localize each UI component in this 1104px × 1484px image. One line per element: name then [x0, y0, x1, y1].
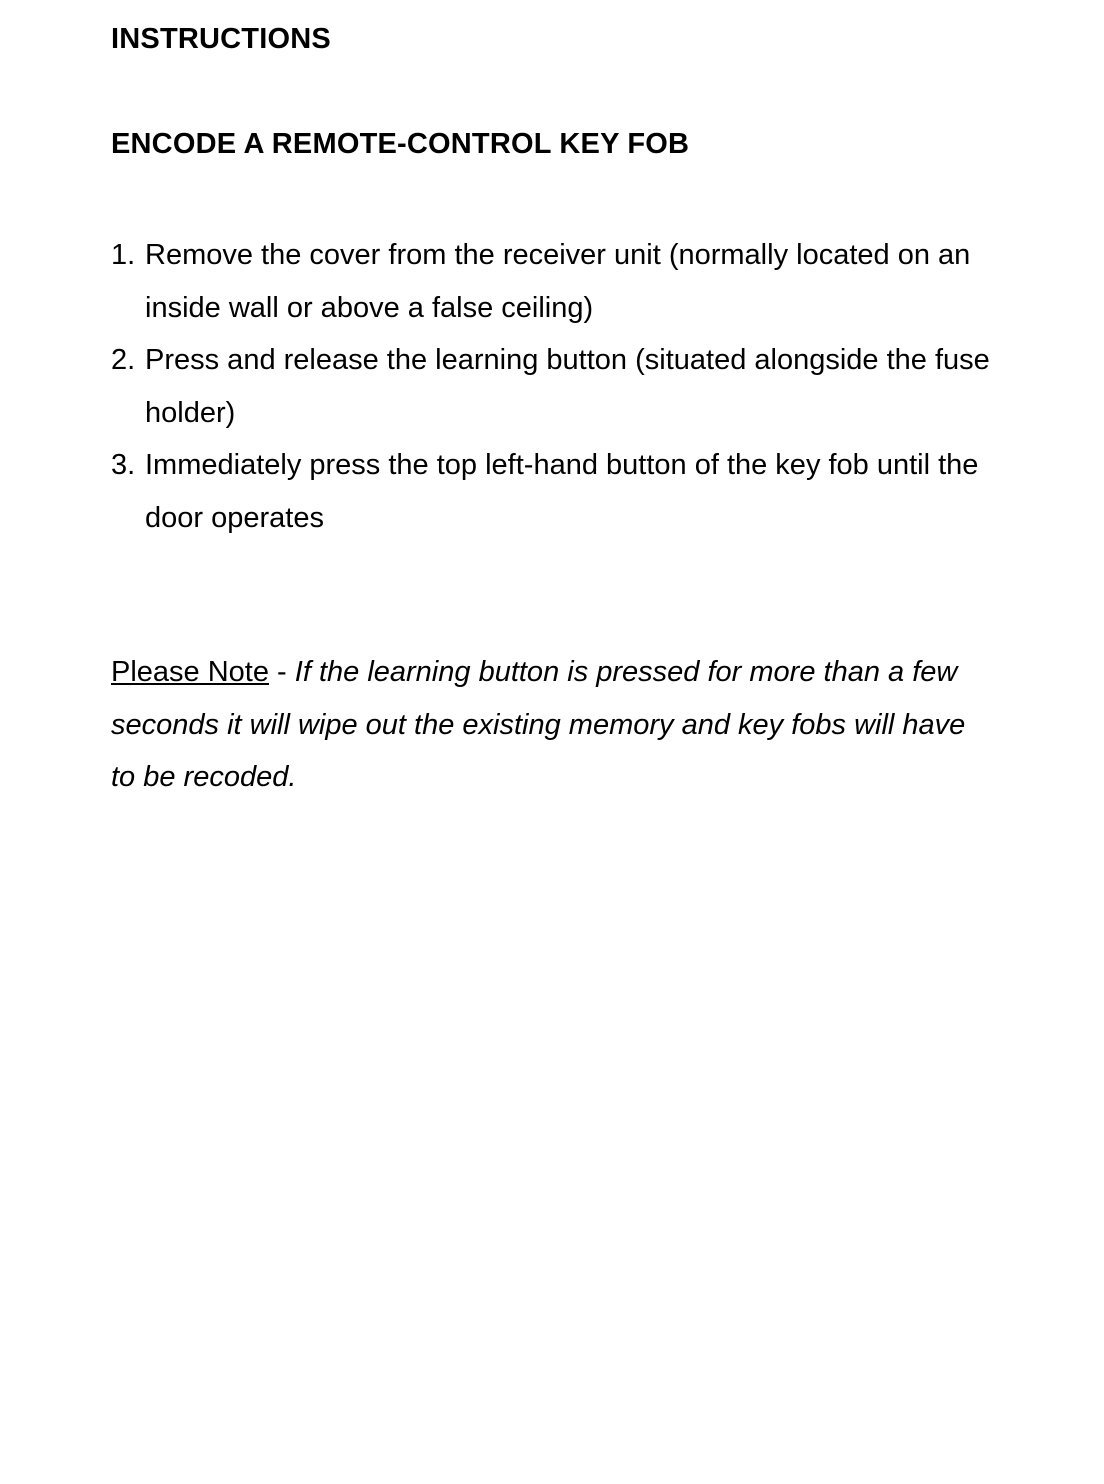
document-title: INSTRUCTIONS — [111, 23, 331, 55]
step-number: 1. — [111, 239, 136, 271]
step-text: Press and release the learning button (situated alongside the fuse holder) — [145, 344, 990, 429]
step-number: 3. — [111, 449, 136, 481]
instruction-step-3 — [111, 439, 991, 544]
instruction-steps-list — [111, 229, 991, 544]
note-text: If the learning button is pressed for more than a few seconds it will wipe out the existing memory and key fobs will have to be recoded. — [111, 656, 966, 793]
note-paragraph — [111, 646, 971, 804]
step-text: Immediately press the top left-hand button of the key fob until the door operates — [145, 449, 979, 534]
note-label: Please Note — [111, 656, 269, 688]
section-heading: ENCODE A REMOTE-CONTROL KEY FOB — [111, 128, 690, 160]
step-text: Remove the cover from the receiver unit (normally located on an inside wall or above a false ceiling) — [145, 239, 971, 324]
instruction-step-1 — [111, 229, 991, 334]
step-number: 2. — [111, 344, 136, 376]
instruction-step-2 — [111, 334, 991, 439]
note-separator: - — [269, 656, 295, 688]
